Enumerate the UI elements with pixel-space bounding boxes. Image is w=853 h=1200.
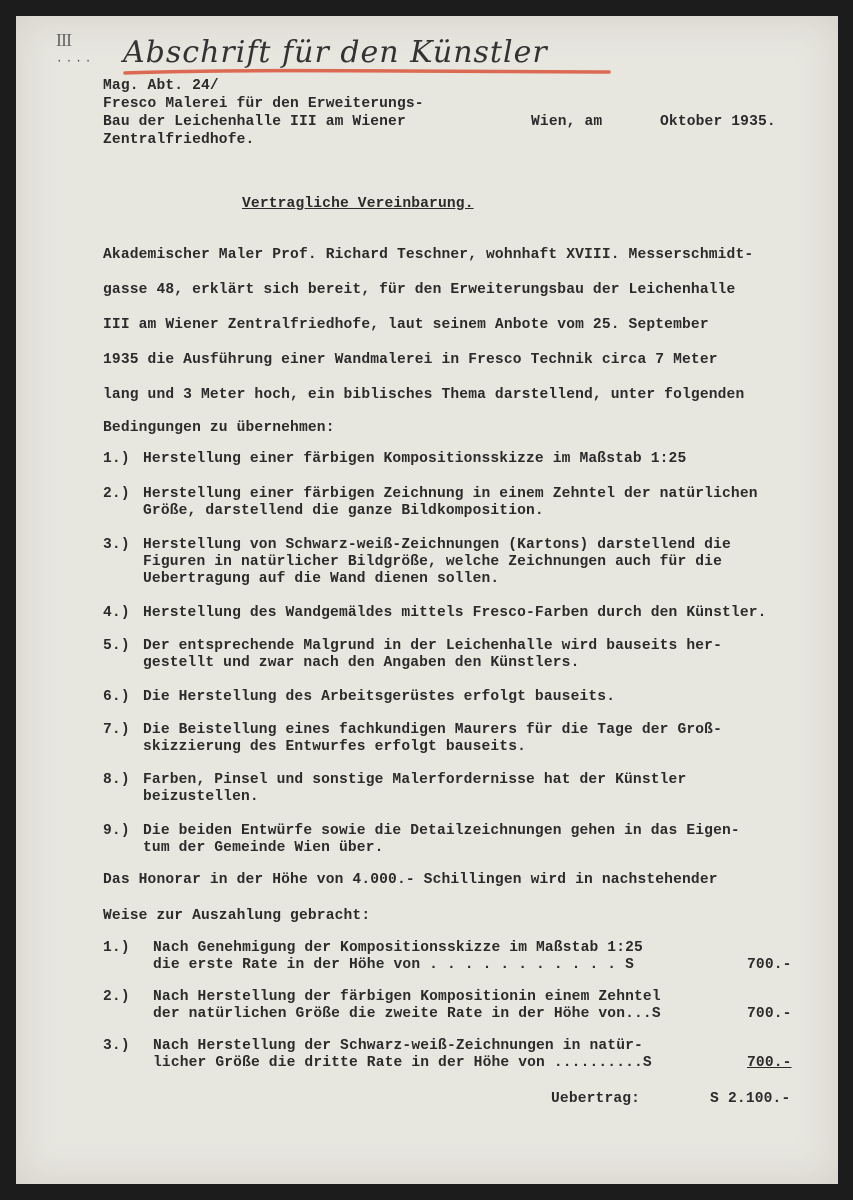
payment-number: 2.) (103, 989, 130, 1005)
carryover-label: Uebertrag: (551, 1091, 641, 1107)
payment-amount: 700.- (747, 957, 792, 973)
condition-line: gestellt und zwar nach den Angaben den Künstlers. (143, 655, 580, 671)
margin-dots: ···· (56, 56, 95, 68)
honorar-line: Das Honorar in der Höhe von 4.000.- Schillingen wird in nachstehender (103, 872, 718, 888)
condition-line: beizustellen. (143, 789, 259, 805)
document-page (16, 16, 838, 1184)
carryover-amount: 2.100.- (728, 1091, 791, 1107)
condition-line: Uebertragung auf die Wand dienen sollen. (143, 571, 500, 587)
payment-line: Nach Genehmigung der Kompositionsskizze im Maßstab 1:25 (153, 940, 643, 956)
condition-number: 4.) (103, 605, 130, 621)
condition-line: Herstellung von Schwarz-weiß-Zeichnungen (Kartons) darstellend die (143, 537, 731, 553)
header-line-1: Mag. Abt. 24/ (103, 78, 219, 94)
condition-number: 2.) (103, 486, 130, 502)
header-line-2: Fresco Malerei für den Erweiterungs- (103, 96, 424, 112)
condition-number: 9.) (103, 823, 130, 839)
condition-line: Herstellung des Wandgemäldes mittels Fresco-Farben durch den Künstler. (143, 605, 767, 621)
condition-line: Farben, Pinsel und sonstige Malerfordernisse hat der Künstler (143, 772, 687, 788)
header-line-3: Bau der Leichenhalle III am Wiener (103, 114, 406, 130)
condition-number: 3.) (103, 537, 130, 553)
margin-roman-numeral: III (56, 30, 71, 50)
payment-number: 1.) (103, 940, 130, 956)
month-year: Oktober 1935. (660, 114, 776, 130)
payment-number: 3.) (103, 1038, 130, 1054)
document-title: Vertragliche Vereinbarung. (242, 196, 474, 212)
intro-line: 1935 die Ausführung einer Wandmalerei in Fresco Technik circa 7 Meter (103, 352, 718, 368)
condition-line: Die Herstellung des Arbeitsgerüstes erfolgt bauseits. (143, 689, 616, 705)
honorar-line: Weise zur Auszahlung gebracht: (103, 908, 371, 924)
place-date: Wien, am (531, 114, 603, 130)
intro-line: lang und 3 Meter hoch, ein biblisches Thema darstellend, unter folgenden (103, 387, 745, 403)
condition-number: 1.) (103, 451, 130, 467)
condition-line: Die beiden Entwürfe sowie die Detailzeichnungen gehen in das Eigen- (143, 823, 740, 839)
handwritten-note-text: Abschrift für den Künstler (123, 35, 548, 70)
condition-number: 5.) (103, 638, 130, 654)
payment-line: der natürlichen Größe die zweite Rate in der Höhe von...S (153, 1006, 661, 1022)
condition-number: 6.) (103, 689, 130, 705)
condition-line: skizzierung des Entwurfes erfolgt bauseits. (143, 739, 527, 755)
condition-line: Herstellung einer färbigen Kompositionsskizze im Maßstab 1:25 (143, 451, 687, 467)
header-line-4: Zentralfriedhofe. (103, 132, 255, 148)
payment-line: licher Größe die dritte Rate in der Höhe von ..........S (153, 1055, 652, 1071)
payment-line: die erste Rate in der Höhe von . . . . . . . . . . . S (153, 957, 635, 973)
condition-line: Figuren in natürlicher Bildgröße, welche Zeichnungen auch für die (143, 554, 722, 570)
condition-line: tum der Gemeinde Wien über. (143, 840, 384, 856)
payment-line: Nach Herstellung der Schwarz-weiß-Zeichnungen in natür- (153, 1038, 643, 1054)
condition-number: 7.) (103, 722, 130, 738)
condition-number: 8.) (103, 772, 130, 788)
intro-line: Akademischer Maler Prof. Richard Teschner, wohnhaft XVIII. Messerschmidt- (103, 247, 754, 263)
condition-line: Herstellung einer färbigen Zeichnung in einem Zehntel der natürlichen (143, 486, 758, 502)
intro-line: gasse 48, erklärt sich bereit, für den Erweiterungsbau der Leichenhalle (103, 282, 736, 298)
handwritten-note (121, 22, 651, 86)
payment-amount: 700.- (747, 1006, 792, 1022)
intro-line: III am Wiener Zentralfriedhofe, laut seinem Anbote vom 25. September (103, 317, 709, 333)
carryover-currency: S (710, 1091, 719, 1107)
intro-line: Bedingungen zu übernehmen: (103, 420, 335, 436)
condition-line: Die Beistellung eines fachkundigen Maurers für die Tage der Groß- (143, 722, 722, 738)
condition-line: Größe, darstellend die ganze Bildkomposition. (143, 503, 544, 519)
payment-amount: 700.- (747, 1055, 792, 1071)
payment-line: Nach Herstellung der färbigen Kompositionin einem Zehntel (153, 989, 661, 1005)
condition-line: Der entsprechende Malgrund in der Leichenhalle wird bauseits her- (143, 638, 722, 654)
